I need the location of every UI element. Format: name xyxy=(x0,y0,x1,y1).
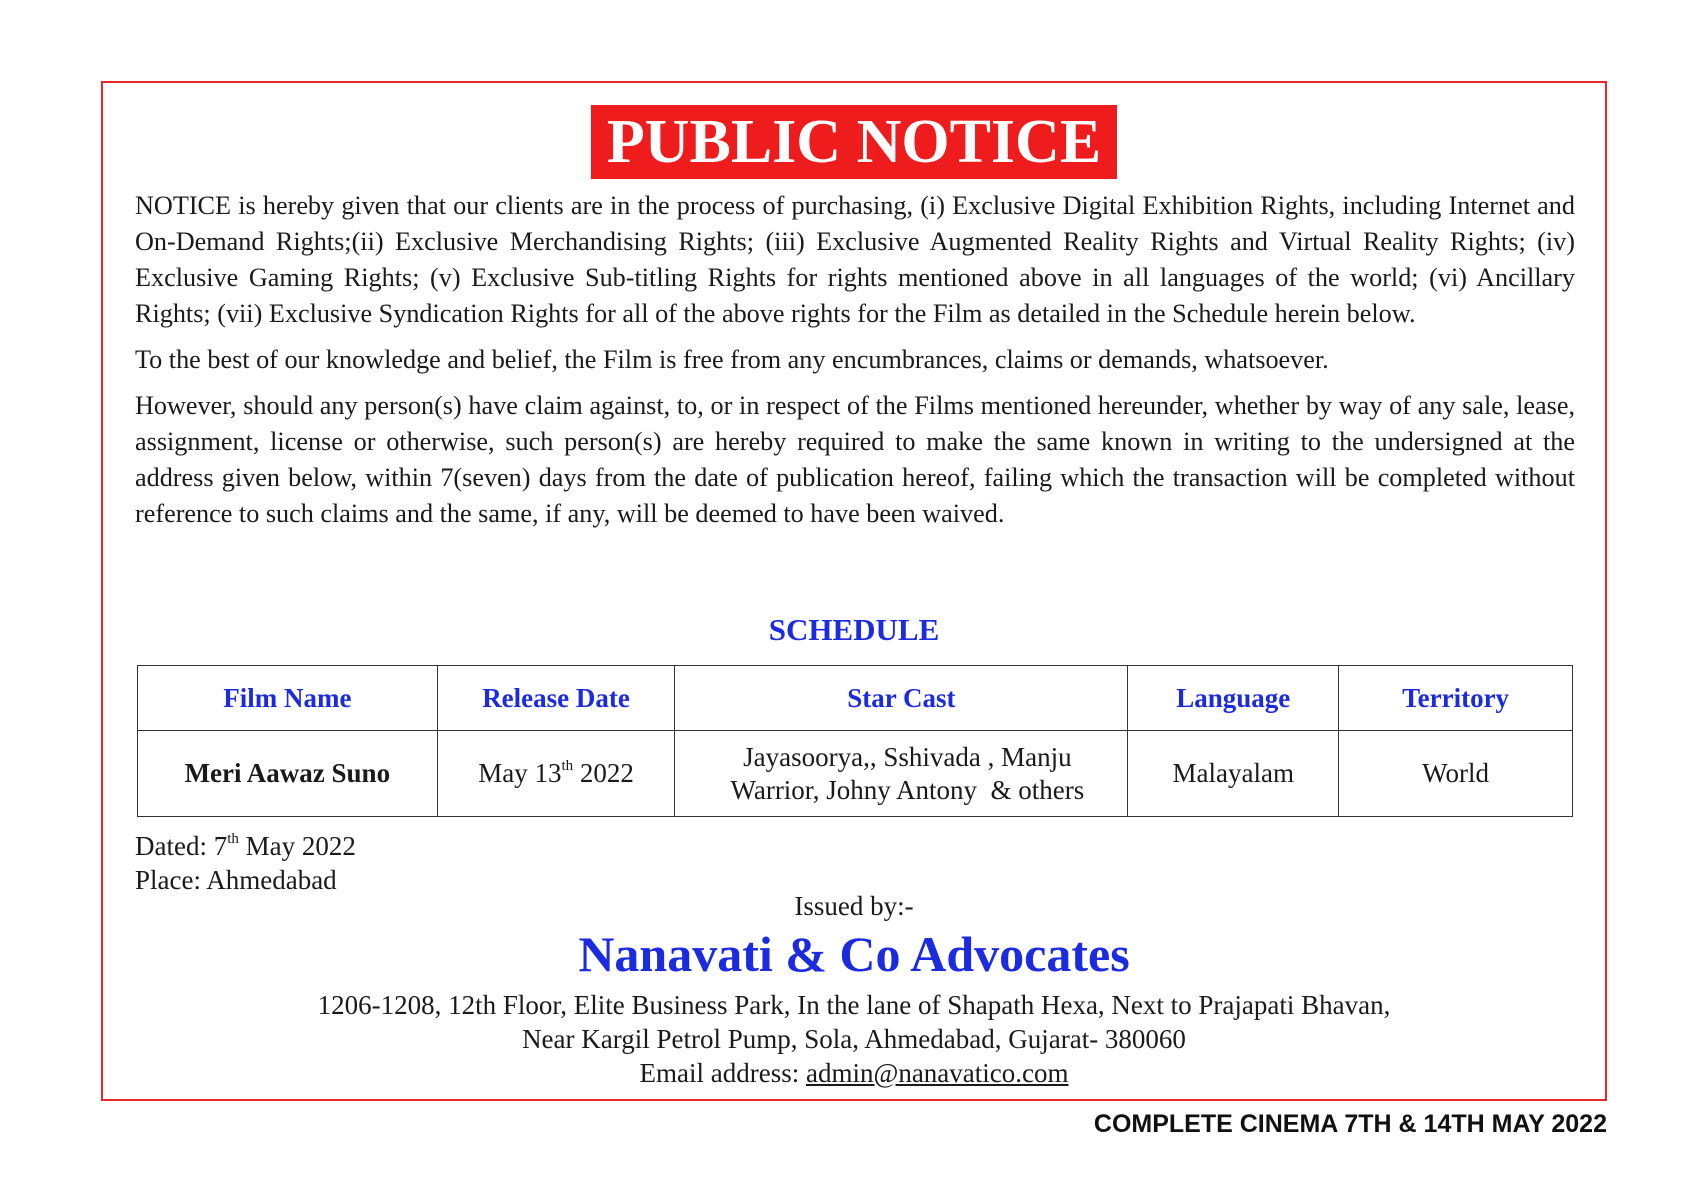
cell-star-cast xyxy=(675,731,1128,817)
release-date-ordinal: th xyxy=(561,758,574,774)
cell-language: Malayalam xyxy=(1128,731,1339,817)
email-link[interactable]: admin@nanavatico.com xyxy=(805,1058,1069,1088)
column-header-release-date: Release Date xyxy=(437,666,675,731)
column-header-star-cast: Star Cast xyxy=(675,666,1128,731)
release-date-suffix: 2022 xyxy=(573,758,634,788)
schedule-table xyxy=(137,665,1573,817)
page-title: PUBLIC NOTICE xyxy=(591,105,1117,179)
publication-footer: COMPLETE CINEMA 7TH & 14TH MAY 2022 xyxy=(1093,1110,1607,1138)
notice-paragraph-1: NOTICE is hereby given that our clients are in the process of purchasing, (i) Exclusive Digital Exhibition Rights, including Internet and On-Demand Rights;(ii) Exclusive Merchandising Rights; (iii) Exclusive Augmented Reality Rights and Virtual Reality Rights; (iv) Exclusive Gaming Rights; (v) Exclusive Sub-titling Rights for rights mentioned above in all languages of the world; (vi) Ancillary Rights; (vii) Exclusive Syndication Rights for all of the above rights for the Film as detailed in the Schedule herein below. xyxy=(135,191,1575,328)
notice-paragraph-2: To the best of our knowledge and belief, the Film is free from any encumbrances, claims or demands, whatsoever. xyxy=(135,345,1329,374)
email-line xyxy=(103,1056,1605,1090)
schedule-heading: SCHEDULE xyxy=(768,612,940,647)
release-date-prefix: May 13 xyxy=(478,758,562,788)
dated-suffix: May 2022 xyxy=(238,831,356,861)
place-line: Place: Ahmedabad xyxy=(135,865,337,895)
address-line-2: Near Kargil Petrol Pump, Sola, Ahmedabad, Gujarat- 380060 xyxy=(522,1024,1186,1054)
email-label: Email address: xyxy=(639,1058,806,1088)
notice-frame xyxy=(101,81,1607,1101)
star-cast-line-1: Jayasoorya,, Sshivada , Manju xyxy=(743,741,1072,772)
column-header-language: Language xyxy=(1128,666,1339,731)
star-cast-line-2: Warrior, Johny Antony & others xyxy=(730,774,1085,805)
column-header-film-name: Film Name xyxy=(138,666,438,731)
address-line-1: 1206-1208, 12th Floor, Elite Business Park, In the lane of Shapath Hexa, Next to Prajapati Bhavan, xyxy=(317,990,1391,1020)
schedule-header-row xyxy=(138,666,1573,731)
firm-name: Nanavati & Co Advocates xyxy=(578,926,1130,982)
issued-by-label: Issued by:- xyxy=(794,891,914,921)
address-block xyxy=(103,988,1605,1090)
title-wrapper xyxy=(103,105,1605,179)
dated-prefix: Dated: 7 xyxy=(135,831,228,861)
dated-ordinal: th xyxy=(227,831,239,847)
cell-film-name: Meri Aawaz Suno xyxy=(138,731,438,817)
table-row xyxy=(138,731,1573,817)
column-header-territory: Territory xyxy=(1339,666,1573,731)
cell-territory: World xyxy=(1339,731,1573,817)
notice-body xyxy=(135,188,1575,542)
dated-line xyxy=(135,829,356,863)
cell-release-date xyxy=(437,731,675,817)
notice-paragraph-3: However, should any person(s) have claim against, to, or in respect of the Films mentioned hereunder, whether by way of any sale, lease, assignment, license or otherwise, such person(s) are hereby required to make the same known in writing to the undersigned at the address given below, within 7(seven) days from the date of publication hereof, failing which the transaction will be completed without reference to such claims and the same, if any, will be deemed to have been waived. xyxy=(135,391,1575,528)
date-place-block xyxy=(135,829,356,897)
